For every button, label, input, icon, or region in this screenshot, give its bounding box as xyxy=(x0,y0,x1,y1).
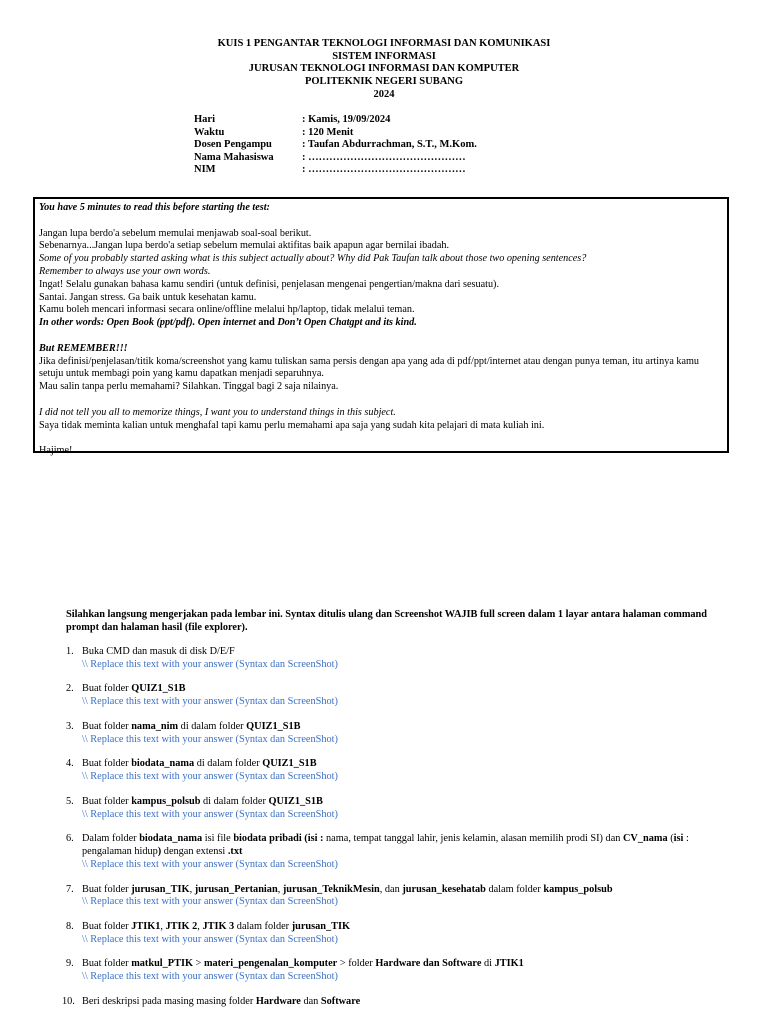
question-number: 4. xyxy=(66,758,74,770)
notice-line: Some of you probably started asking what is this subject actually about? Why did Pak Taufan talk about those two opening sentences? xyxy=(39,253,587,265)
notice-line: Sebenarnya...Jangan lupa berdo'a setiap sebelum memulai aktifitas baik apapun agar bernilai ibadah. xyxy=(39,240,450,252)
answer-field[interactable]: \\ Replace this text with your answer (Syntax dan ScreenShot) xyxy=(82,971,338,983)
header-line-year: 2024 xyxy=(373,88,395,100)
list-item xyxy=(66,796,726,821)
question-text: Dalam folder biodata_nama isi file biodata pribadi (isi : nama, tempat tanggal lahir, jenis kelamin, alasan memilih prodi SI) dan CV_nama (isi : pengalaman hidup) dengan extensi .txt xyxy=(82,833,689,858)
question-number: 3. xyxy=(66,720,74,732)
info-row-lecturer xyxy=(194,139,477,152)
notice-line: Mau salin tanpa perlu memahami? Silahkan. Tinggal bagi 2 saja nilainya. xyxy=(39,381,339,393)
info-row-student-name xyxy=(194,152,477,165)
notice-line: Jangan lupa berdo'a sebelum memulai menjawab soal-soal berikut. xyxy=(39,227,312,239)
answer-field[interactable]: \\ Replace this text with your answer (Syntax dan ScreenShot) xyxy=(82,771,338,783)
header-line-quiz: KUIS 1 PENGANTAR TEKNOLOGI INFORMASI DAN KOMUNIKASI xyxy=(217,38,551,49)
list-item xyxy=(62,996,726,1009)
notice-line: Kamu boleh mencari informasi secara online/offline melalui hp/laptop, tidak melalui teman. xyxy=(39,304,415,316)
question-number: 10. xyxy=(62,995,75,1007)
notice-line: In other words: Open Book (ppt/pdf). Open internet and Don’t Open Chatgpt and its kind. xyxy=(39,317,417,329)
answer-field[interactable]: \\ Replace this text with your answer (Syntax dan ScreenShot) xyxy=(82,658,338,670)
info-label: Dosen Pengampu xyxy=(194,139,272,150)
question-number: 2. xyxy=(66,683,74,695)
question-number: 9. xyxy=(66,958,74,970)
question-number: 1. xyxy=(66,646,74,657)
list-item xyxy=(66,884,726,909)
info-row-day xyxy=(194,114,477,127)
question-text: Buat folder matkul_PTIK > materi_pengenalan_komputer > folder Hardware dan Software di JTIK1 xyxy=(82,958,524,970)
notice-line: Santai. Jangan stress. Ga baik untuk kesehatan kamu. xyxy=(39,291,257,303)
info-row-nim xyxy=(194,164,477,177)
notice-line: Remember to always use your own words. xyxy=(39,265,211,277)
question-number: 5. xyxy=(66,795,74,807)
info-value: : Kamis, 19/09/2024 xyxy=(302,114,391,125)
question-list xyxy=(62,646,726,1021)
list-item xyxy=(66,758,726,783)
info-label: Waktu xyxy=(194,126,225,138)
info-value: : Taufan Abdurrachman, S.T., M.Kom. xyxy=(302,139,477,150)
list-item xyxy=(66,833,726,871)
info-label: Nama Mahasiswa xyxy=(194,151,274,163)
info-value: : ……………………………………… xyxy=(302,151,466,163)
instructions: Silahkan langsung mengerjakan pada lembar ini. Syntax ditulis ulang dan Screenshot WAJIB full screen dalam 1 layar antara halaman command prompt dan halaman hasil (file explorer). xyxy=(66,609,708,633)
question-number: 7. xyxy=(66,883,74,895)
notice-line: Jika definisi/penjelasan/titik koma/screenshot yang kamu tuliskan sama persis dengan apa yang ada di pdf/ppt/internet atau dengan punya teman, itu artinya kamu setuju untuk membagi poin yang kamu dapatkan menjadi separuhnya. xyxy=(39,355,700,380)
info-label: NIM xyxy=(194,164,216,175)
list-item xyxy=(66,921,726,946)
list-item xyxy=(66,646,726,671)
answer-field[interactable]: \\ Replace this text with your answer (Syntax dan ScreenShot) xyxy=(82,858,338,870)
info-row-time xyxy=(194,127,477,140)
notice-line: I did not tell you all to memorize things, I want you to understand things in this subject. xyxy=(39,406,396,418)
question-text: Buat folder QUIZ1_S1B xyxy=(82,683,186,695)
header-line-institution: POLITEKNIK NEGERI SUBANG xyxy=(304,76,464,88)
answer-field[interactable]: \\ Replace this text with your answer (Syntax dan ScreenShot) xyxy=(82,933,338,945)
question-number: 6. xyxy=(66,833,74,845)
info-value: : 120 Menit xyxy=(302,126,354,138)
document-header xyxy=(0,38,768,102)
answer-field[interactable]: \\ Replace this text with your answer (Syntax dan ScreenShot) xyxy=(82,808,338,820)
question-text: Buka CMD dan masuk di disk D/E/F xyxy=(82,646,235,657)
question-text: Buat folder JTIK1, JTIK 2, JTIK 3 dalam folder jurusan_TIK xyxy=(82,920,351,932)
answer-field[interactable]: \\ Replace this text with your answer (Syntax dan ScreenShot) xyxy=(82,696,338,708)
question-text: Buat folder kampus_polsub di dalam folder QUIZ1_S1B xyxy=(82,795,323,807)
notice-closing: Hajime! xyxy=(39,445,73,457)
notice-line: Saya tidak meminta kalian untuk menghafal tapi kamu perlu memahami apa saja yang sudah kita pelajari di mata kuliah ini. xyxy=(39,419,545,431)
answer-field[interactable]: \\ Replace this text with your answer (Syntax dan ScreenShot) xyxy=(82,733,338,745)
info-label: Hari xyxy=(194,114,215,125)
answer-field[interactable]: \\ Replace this text with your answer (Syntax dan ScreenShot) xyxy=(82,896,338,908)
question-text: Buat folder nama_nim di dalam folder QUIZ1_S1B xyxy=(82,720,301,732)
notice-line: Ingat! Selalu gunakan bahasa kamu sendiri (untuk definisi, penjelasan mengenai pengertian/makna dari sesuatu). xyxy=(39,278,499,290)
question-text: Buat folder jurusan_TIK, jurusan_Pertanian, jurusan_TeknikMesin, dan jurusan_kesehatab dalam folder kampus_polsub xyxy=(82,883,613,895)
notice-warning-title: But REMEMBER!!! xyxy=(39,342,128,354)
list-item xyxy=(66,683,726,708)
list-item xyxy=(66,958,726,983)
list-item xyxy=(66,721,726,746)
notice-title: You have 5 minutes to read this before starting the test: xyxy=(39,202,270,213)
question-text: Beri deskripsi pada masing masing folder Hardware dan Software xyxy=(82,995,361,1007)
question-text: Buat folder biodata_nama di dalam folder QUIZ1_S1B xyxy=(82,758,317,770)
header-line-department: JURUSAN TEKNOLOGI INFORMASI DAN KOMPUTER xyxy=(248,63,520,75)
exam-info-table xyxy=(194,114,477,177)
info-value: : ……………………………………… xyxy=(302,164,466,175)
notice-box xyxy=(33,197,729,457)
question-number: 8. xyxy=(66,920,74,932)
header-line-program: SISTEM INFORMASI xyxy=(332,50,436,62)
